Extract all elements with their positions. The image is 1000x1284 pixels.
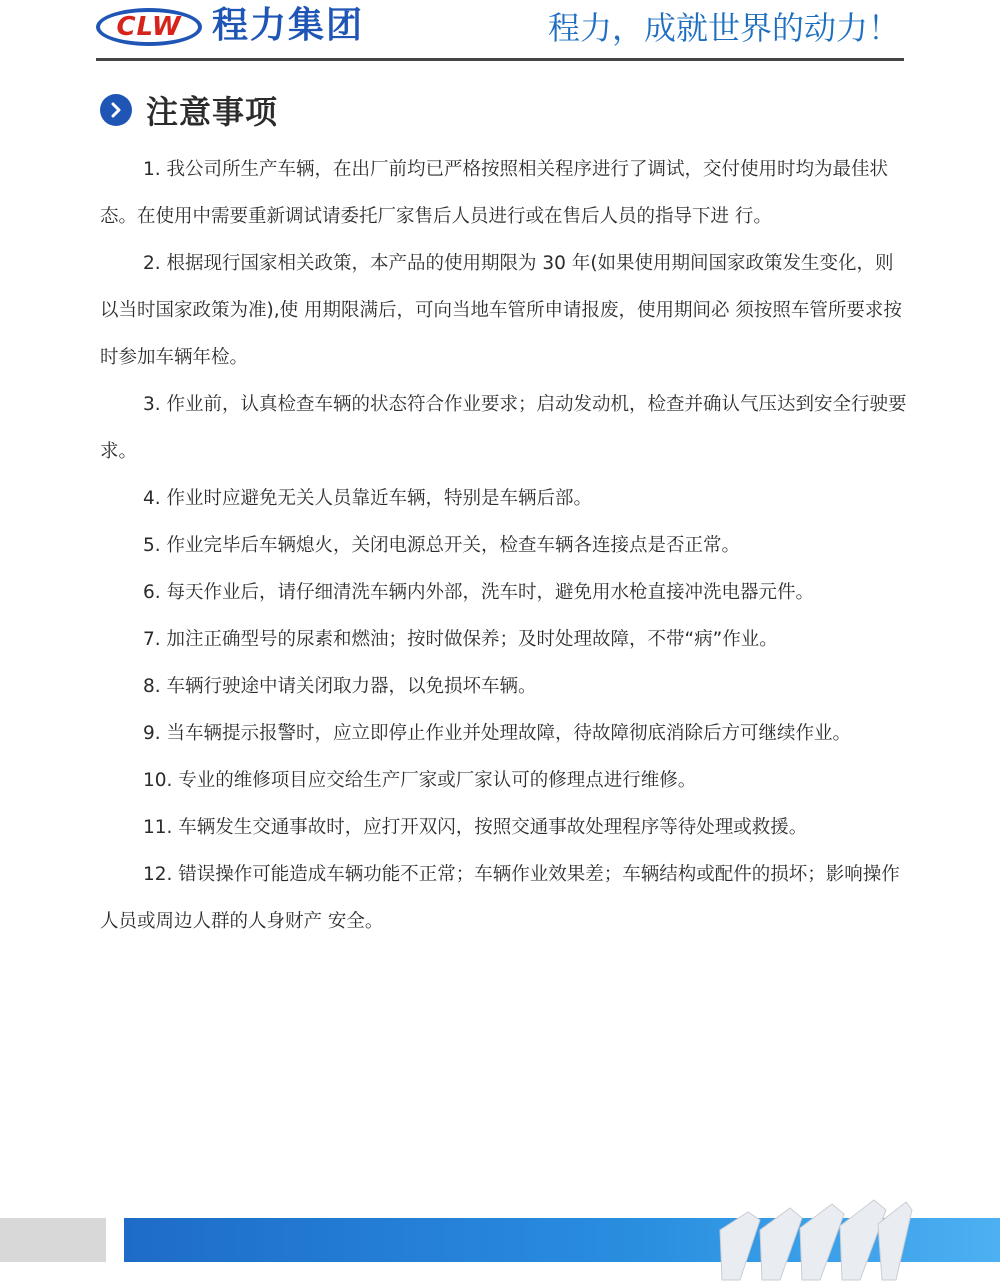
notice-item: 6. 每天作业后，请仔细清洗车辆内外部，洗车时，避免用水枪直接冲洗电器元件。 [143,582,815,603]
notice-item: 2. 根据现行国家相关政策，本产品的使用期限为 30 年(如果使用期间国家政策发生变化，则以当时国家政策为准),使 用期限满后，可向当地车管所申请报废，使用期间必 须按照车管所要求按时参加车辆年检。 [100,253,902,368]
logo-abbreviation: CLW [116,12,182,42]
company-name: 程力集团 [212,5,365,46]
header-divider [96,58,904,61]
notice-item: 10. 专业的维修项目应交给生产厂家或厂家认可的修理点进行维修。 [143,770,697,791]
slogan: 程力，成就世界的动力！ [547,9,900,47]
footer-stripes-decoration [700,1190,920,1284]
notice-item: 8. 车辆行驶途中请关闭取力器，以免损坏车辆。 [143,676,537,697]
notice-item: 11. 车辆发生交通事故时，应打开双闪，按照交通事故处理程序等待处理或救援。 [143,817,808,838]
notice-item: 7. 加注正确型号的尿素和燃油；按时做保养；及时处理故障，不带“病”作业。 [143,629,778,650]
footer-grey-block [0,1218,106,1262]
chevron-right-icon [100,94,132,126]
notice-item: 4. 作业时应避免无关人员靠近车辆，特别是车辆后部。 [143,488,593,509]
company-logo [96,8,202,46]
notice-item: 3. 作业前，认真检查车辆的状态符合作业要求；启动发动机，检查并确认气压达到安全行驶要求。 [100,394,907,462]
page-header [0,0,1000,66]
notice-list [100,146,910,945]
section-heading [100,86,278,134]
page-title: 注意事项 [146,93,279,131]
notice-item: 5. 作业完毕后车辆熄火，关闭电源总开关，检查车辆各连接点是否正常。 [143,535,741,556]
notice-item: 12. 错误操作可能造成车辆功能不正常；车辆作业效果差；车辆结构或配件的损坏；影响操作人员或周边人群的人身财产 安全。 [100,864,900,932]
notice-item: 9. 当车辆提示报警时，应立即停止作业并处理故障，待故障彻底消除后方可继续作业。 [143,723,852,744]
notice-item: 1. 我公司所生产车辆，在出厂前均已严格按照相关程序进行了调试，交付使用时均为最佳状态。在使用中需要重新调试请委托厂家售后人员进行或在售后人员的指导下进 行。 [100,159,889,227]
